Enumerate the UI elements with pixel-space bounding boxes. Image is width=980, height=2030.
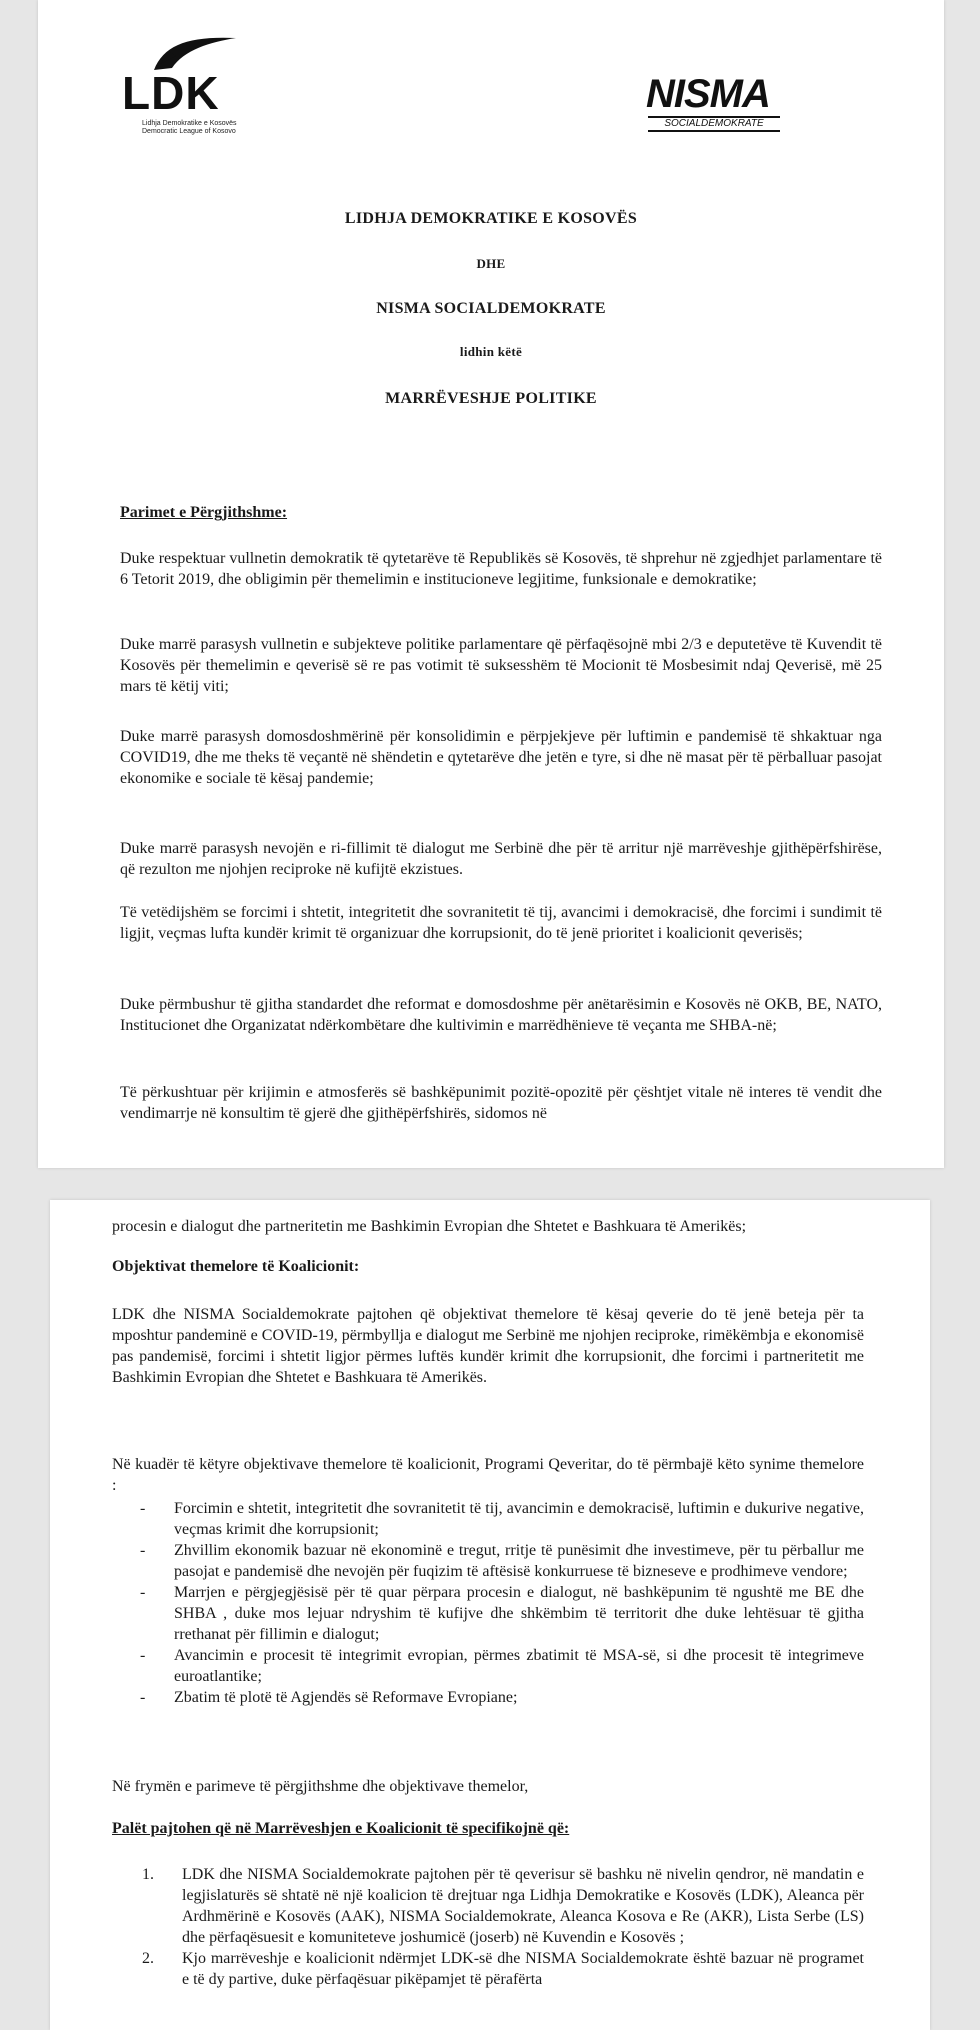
agreement-numbered-list (142, 1864, 864, 1990)
paragraph-program-intro: Në kuadër të këtyre objektivave themelore të koalicionit, Programi Qeveritar, do të përmbajë këto synime themelore : (112, 1456, 864, 1494)
nisma-logo (646, 72, 796, 142)
heading-agreement: MARRËVESHJE POLITIKE (385, 390, 597, 407)
paragraph: Duke respektuar vullnetin demokratik të qytetarëve të Republikës së Kosovës, të shprehur në zgjedhjet parlamentare të 6 Tetorit 2019, dhe obligimin për themelimin e institucioneve legjitime, funksionale e demokratike; (120, 550, 882, 588)
ldk-logo-text: LDK (122, 67, 220, 119)
synime-list (140, 1498, 864, 1708)
list-item (142, 1864, 864, 1948)
list-item: - Zbatim të plotë të Agjendës së Reformave Evropiane; (140, 1687, 864, 1708)
list-item: - Zhvillim ekonomik bazuar në ekonominë e tregut, rritje të punësimit dhe investimeve, për tu përballur me pasojat e pandemisë dhe nevojën për fuqizim të aftësisë konkurruese të bizneseve e prodhimeve vendore; (140, 1540, 864, 1582)
paragraph: Të vetëdijshëm se forcimi i shtetit, integritetit dhe sovranitetit të tij, avancimi i demokracisë, dhe forcimi i sundimit të ligjit, veçmas lufta kundër krimit të organizuar dhe korrupsionit, do të jenë prioritet i koalicionit qeverisës; (120, 904, 882, 942)
list-item (142, 1948, 864, 1990)
paragraph: Duke përmbushur të gjitha standardet dhe reformat e domosdoshme për anëtarësimin e Kosovës në OKB, BE, NATO, Institucionet dhe Organizatat ndërkombëtare dhe kultivimin e marrëdhënieve të veçanta me SHBA-në; (120, 996, 882, 1034)
paragraph: Duke marrë parasysh nevojën e ri-fillimit të dialogut me Serbinë dhe për të arritur një marrëveshje gjithëpërfshirëse, që rezulton me njohjen reciproke në kufijtë ekzistues. (120, 840, 882, 878)
list-item-number: 1. (142, 1866, 154, 1883)
paragraph: Të përkushtuar për krijimin e atmosferës së bashkëpunimit pozitë-opozitë për çështjet vitale në interes të vendit dhe vendimarrje në konsultim të gjerë dhe gjithëpërfshirës, sidomos në (120, 1084, 882, 1122)
document-page-2 (50, 1200, 930, 2030)
heading-dhe: DHE (476, 256, 506, 271)
heading-party-nisma: NISMA SOCIALDEMOKRATE (376, 300, 606, 317)
ldk-logo (122, 34, 262, 138)
ldk-logo-subtitle: Lidhja Demokratike e Kosovës Democratic League of Kosovo (142, 120, 237, 135)
list-item-text: Kjo marrëveshje e koalicionit ndërmjet LDK-së dhe NISMA Socialdemokrate është bazuar në programet e të dy partive, duke përfaqësuar pikëpamjet të përafërta (182, 1950, 864, 1988)
list-item: - Marrjen e përgjegjësisë për të quar përpara procesin e dialogut, në bashkëpunim të ngushtë me BE dhe SHBA , duke mos lejuar ndryshim të kufijve dhe shkëmbim të territorit dhe duke lehtësuar të gjitha rrethanat për fillimin e dialogut; (140, 1582, 864, 1645)
list-item: - Forcimin e shtetit, integritetit dhe sovranitetit të tij, avancimin e demokracisë, luftimin e dukurive negative, veçmas krimit dhe korrupsionit; (140, 1498, 864, 1540)
paragraph: Duke marrë parasysh vullnetin e subjekteve politike parlamentare që përfaqësojnë mbi 2/3 e deputetëve të Kuvendit të Kosovës për themelimin e qeverisë së re pas votimit të suksesshëm të Mocionit të Mosbesimit ndaj Qeverisë, më 25 mars të këtij viti; (120, 636, 882, 695)
list-item-number: 2. (142, 1950, 154, 1967)
paragraph-spirit: Në frymën e parimeve të përgjithshme dhe objektivave themelor, (112, 1778, 529, 1795)
paragraph-continuation: procesin e dialogut dhe partneritetin me Bashkimin Evropian dhe Shtetet e Bashkuara të Amerikës; (112, 1218, 747, 1235)
paragraph-objectives: LDK dhe NISMA Socialdemokrate pajtohen që objektivat themelore të kësaj qeverie do të jenë beteja për ta mposhtur pandeminë e COVID-19, përmbyllja e dialogut me Serbinë me njohjen reciproke, rimëkëmbja e ekonomisë pas pandemisë, forcimi i shtetit ligjor përmes luftës kundër krimit dhe korrupsionit, dhe forcimi i partneritetit me Bashkimin Evropian dhe Shtetet e Bashkuara të Amerikës. (112, 1306, 864, 1386)
section-title-general-principles: Parimet e Përgjithshme: (120, 504, 288, 521)
nisma-logo-text: NISMA (646, 72, 770, 116)
heading-lidhin: lidhin këtë (459, 344, 523, 359)
section-title-parties-agree: Palët pajtohen që në Marrëveshjen e Koalicionit të specifikojnë që: (112, 1820, 570, 1837)
list-item-text: LDK dhe NISMA Socialdemokrate pajtohen për të qeverisur së bashku në nivelin qendror, në mandatin e legjislaturës së shtatë në një koalicion të drejtuar nga Lidhja Demokratike e Kosovës (LDK), Aleanca për Ardhmërinë e Kosovës (AAK), NISMA Socialdemokrate, Aleanca Kosova e Re (AKR), Lista Serbe (LS) dhe përfaqësuesit e komuniteteve joshumicë (joserb) në Kuvendin e Kosovës ; (182, 1866, 864, 1946)
section-title-objectives: Objektivat themelore të Koalicionit: (112, 1258, 360, 1275)
nisma-logo-subtitle: SOCIALDEMOKRATE (648, 116, 780, 132)
heading-party-ldk: LIDHJA DEMOKRATIKE E KOSOVËS (344, 210, 638, 227)
paragraph: Duke marrë parasysh domosdoshmërinë për konsolidimin e përpjekjeve për luftimin e pandemisë të shkaktuar nga COVID19, dhe me theks të veçantë në shëndetin e qytetarëve dhe jetën e tyre, si dhe në masat për të përballuar pasojat ekonomike e sociale të kësaj pandemie; (120, 728, 882, 787)
list-item: - Avancimin e procesit të integrimit evropian, përmes zbatimit të MSA-së, si dhe procesit të integrimeve euroatlantike; (140, 1645, 864, 1687)
document-page-1 (38, 0, 944, 1168)
